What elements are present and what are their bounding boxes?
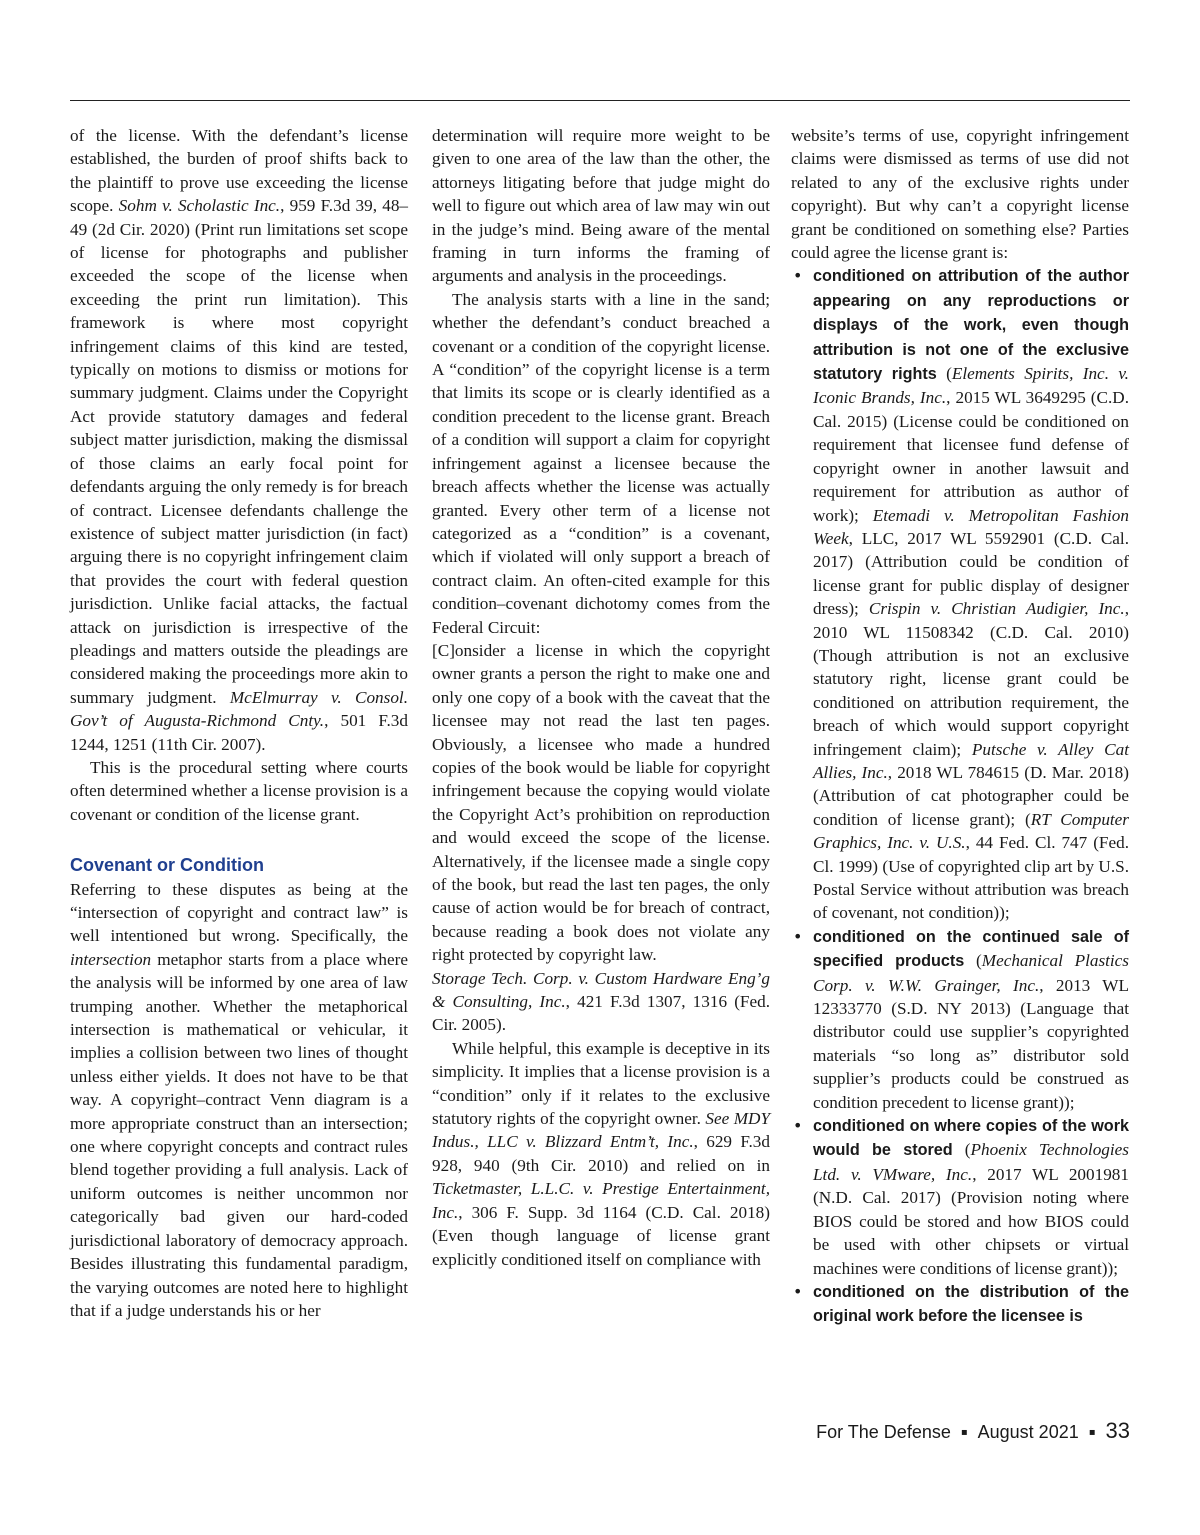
col2-paragraph-3: While helpful, this example is deceptive in its simplicity. It implies that a license provision is a “condition” only if it relates to the exclusive statutory rights of the copyright owner. See MDY Indus., LLC v. Blizzard Entm’t, Inc., 629 F.3d 928, 940 (9th Cir. 2010) and relied on in Ticketmaster, L.L.C. v. Prestige Entertainment, Inc., 306 F. Supp. 3d 1164 (C.D. Cal. 2018) (Even though language of license grant explicitly conditioned itself on compliance with xyxy=(432,1038,770,1269)
bullet-icon: • xyxy=(793,1281,803,1301)
page-number: 33 xyxy=(1105,1418,1130,1443)
block-quote: [C]onsider a license in which the copyright owner grants a person the right to make one and only one copy of a book with the caveat that the licensee may not read the last ten pages. Obviously, a licensee who made a hundred copies of the book would be liable for copyright infringement because the copying would violate the Copyright Act’s prohibition on reproduction and would exceed the scope of the license. Alternatively, if the licensee made a single copy of the book, but read the last ten pages, the only cause of action would be for breach of contract, because reading a book does not violate any right protected by copyright law. xyxy=(432,640,770,965)
col1-paragraph-1: of the license. With the defendant’s license established, the burden of proof shifts back to the plaintiff to prove use exceeding the license scope. Sohm v. Scholastic Inc., 959 F.3d 39, 48–49 (2d Cir. 2020) (Print run limitations set scope of license for photographs and publisher exceeded the scope of the license when exceeding the print run limitation). This framework is where most copyright infringement claims of this kind are tested, typically on motions to dismiss or motions for summary judgment. Claims under the Copyright Act provide statutory damages and federal subject matter jurisdiction, making the dismissal of those claims an early focal point for defendants arguing the only remedy is for breach of contract. Licensee defendants challenge the existence of subject matter jurisdiction (in fact) arguing there is no copyright infringement claim that provides the court with federal question jurisdiction. Unlike facial attacks, the factual attack on jurisdiction is irrespective of the pleadings and matters outside the pleadings are considered making the proceedings more akin to summary judgment. McElmurray v. Consol. Gov’t of Augusta-Richmond Cnty., 501 F.3d 1244, 1251 (11th Cir. 2007). xyxy=(70,126,409,754)
top-rule xyxy=(70,100,1130,101)
list-item: • conditioned on attribution of the author appearing on any reproductions or displays of the work, even though attribution is not one of the exclusive statutory rights (Elements Spirits, Inc. v. Iconic Brands, Inc., 2015 WL 3649295 (C.D. Cal. 2015) (License could be conditioned on requirement that licensee fund defense of copyright owner in another lawsuit and requirement for attribution as author of work); Etemadi v. Metropolitan Fashion Week, LLC, 2017 WL 5592901 (C.D. Cal. 2017) (Attribution could be condition of license grant for public display of designer dress); Crispin v. Christian Audigier, Inc., 2010 WL 11508342 (C.D. Cal. 2010) (Though attribution is not an exclusive statutory right, license grant could be conditioned on attribution requirement, the breach of which would support copyright infringement claim); Putsche v. Alley Cat Allies, Inc., 2018 WL 784615 (D. Mar. 2018) (Attribution of cat photographer could be condition of license grant); (RT Computer Graphics, Inc. v. U.S., 44 Fed. Cl. 747 (Fed. Cl. 1999) (Use of copyrighted clip art by U.S. Postal Service without attribution was breach of covenant, not condition)); xyxy=(793,266,1130,923)
section-heading: Covenant or Condition xyxy=(70,855,264,876)
separator-icon: ▪ xyxy=(1088,1427,1096,1438)
bullet-icon: • xyxy=(793,926,803,946)
column-3 xyxy=(791,124,1129,1329)
case-citation: Sohm v. Scholastic Inc. xyxy=(118,196,281,216)
issue-date: August 2021 xyxy=(977,1422,1079,1442)
list-item: • conditioned on where copies of the work would be stored (Phoenix Technologies Ltd. v. VMware, Inc., 2017 WL 2001981 (N.D. Cal. 2017) (Provision noting where BIOS could be stored and how BIOS could be used with other chipsets or virtual machines were conditions of license grant)); xyxy=(793,1116,1129,1278)
column-1 xyxy=(70,124,408,1322)
list-item: • conditioned on the distribution of the original work before the licensee is xyxy=(793,1281,1129,1326)
column-2 xyxy=(432,124,770,1271)
quote-citation: Storage Tech. Corp. v. Custom Hardware Eng’g & Consulting, Inc., 421 F.3d 1307, 1316 (Fed. Cir. 2005). xyxy=(432,968,770,1035)
col2-paragraph-2: The analysis starts with a line in the sand; whether the defendant’s conduct breached a covenant or a condition of the copyright license. A “condition” of the copyright license is a term that limits its scope or is clearly identified as a condition precedent to the license grant. Breach of a condition will support a claim for copyright infringement against a licensee because the breach affects whether the license was actually granted. Every other term of a license not categorized as a “condition” is a covenant, which if violated will only support a breach of contract claim. An often-cited example for this condition–covenant dichotomy comes from the Federal Circuit: xyxy=(432,289,770,637)
col3-paragraph-1: website’s terms of use, copyright infringement claims were dismissed as terms of use did not related to any of the exclusive rights under copyright). But why can’t a copyright license grant be conditioned on something else? Parties could agree the license grant is: xyxy=(791,126,1129,263)
col1-paragraph-2: This is the procedural setting where courts often determined whether a license provision is a covenant or condition of the license grant. xyxy=(70,757,408,824)
condition-list xyxy=(791,264,1129,1328)
page-footer xyxy=(816,1418,1130,1444)
list-item: • conditioned on the continued sale of specified products (Mechanical Plastics Corp. v. W.W. Grainger, Inc., 2013 WL 12333770 (S.D. NY 2013) (Language that distributor could use supplier’s copyrighted materials “so long as” distributor sold supplier’s products could be construed as condition precedent to license grant)); xyxy=(793,926,1129,1112)
col1-paragraph-3: Referring to these disputes as being at the “intersection of copyright and contract law” is well intentioned but wrong. Specifically, the intersection metaphor starts from a place where the analysis will be informed by one area of law trumping another. Whether the metaphorical intersection is mathematical or vehicular, it implies a collision between two lines of thought unless either yields. It does not have to be that way. A copyright–contract Venn diagram is a more appropriate construct than an intersection; one where copyright concepts and contract rules blend together providing a full analysis. Lack of uniform outcomes is neither uncommon nor categorically bad given our hard-coded jurisdictional laboratory of democracy approach. Besides illustrating this fundamental paradigm, the varying outcomes are noted here to highlight that if a judge understands his or her xyxy=(70,879,408,1320)
publication-name: For The Defense xyxy=(816,1422,951,1442)
bullet-icon: • xyxy=(793,1116,803,1136)
separator-icon: ▪ xyxy=(960,1427,968,1438)
bullet-icon: • xyxy=(793,266,803,286)
case-citation: McElmurray v. Consol. Gov’t of Augusta-Richmond Cnty. xyxy=(70,687,409,731)
col2-paragraph-1: determination will require more weight to be given to one area of the law than the other, the attorneys litigating before that judge might do well to figure out which area of law may win out in the judge’s mind. Being aware of the mental framing in turn informs the framing of arguments and analysis in the proceedings. xyxy=(432,126,770,286)
